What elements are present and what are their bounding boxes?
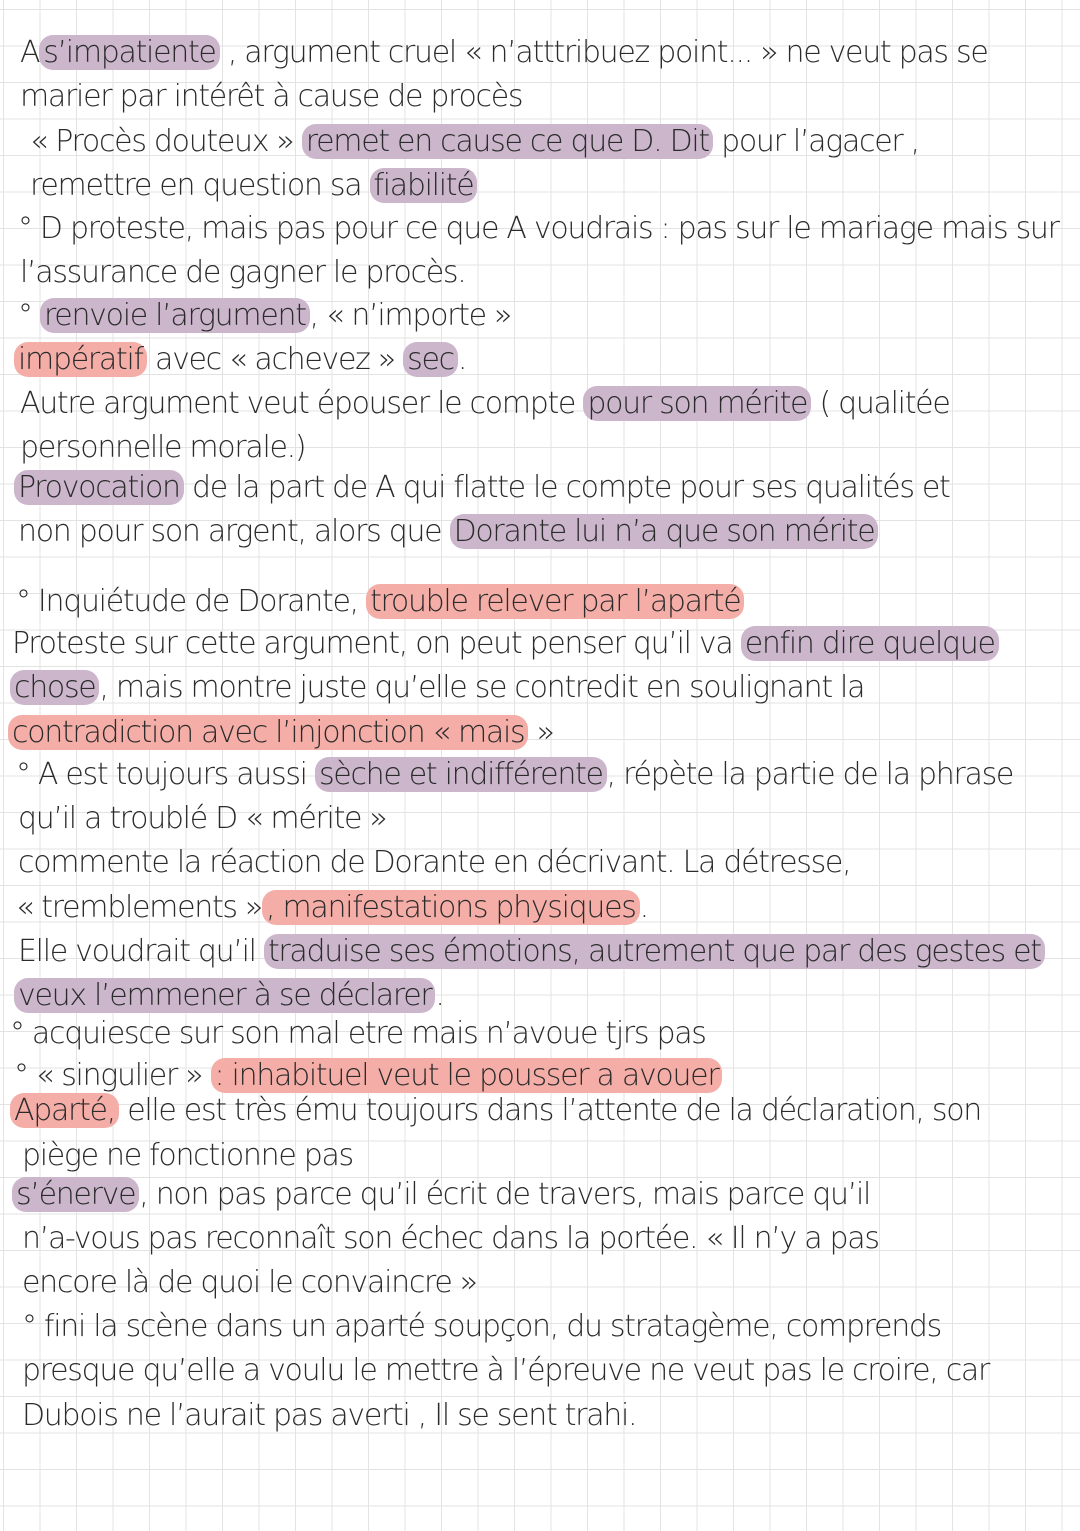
note-line	[16, 888, 648, 928]
note-text: °	[18, 298, 40, 333]
note-text: qu’il a troublé D « mérite »	[18, 801, 387, 836]
note-text: ° Inquiétude de Dorante,	[16, 584, 367, 619]
note-text: , répète la partie de la phrase	[606, 757, 1014, 792]
highlight-pink: : inhabituel veut le pousser a avouer	[211, 1058, 723, 1093]
note-text: elle est très ému toujours dans l’attente de la déclaration, son	[118, 1093, 981, 1128]
note-text: de la part de A qui flatte le compte pour ses qualités et	[183, 470, 950, 505]
note-text: Proteste sur cette argument, on peut penser qu’il va	[12, 626, 741, 661]
highlight-purple: s’énerve	[12, 1177, 139, 1212]
highlight-purple: chose	[10, 670, 99, 705]
highlight-purple: renvoie l’argument	[40, 298, 310, 333]
highlight-purple: Dorante lui n’a que son mérite	[450, 514, 879, 549]
note-text: pour l’agacer ,	[712, 124, 919, 159]
note-line	[18, 512, 878, 552]
highlight-pink: , manifestations physiques	[262, 890, 640, 925]
note-text: marier par intérêt à cause de procès	[20, 79, 523, 114]
note-line	[20, 428, 305, 468]
note-line	[20, 33, 988, 73]
highlight-purple: veux l’emmener à se déclarer	[14, 978, 435, 1013]
note-text: ° A est toujours aussi	[16, 757, 315, 792]
highlight-purple: remet en cause ce que D. Dit	[302, 124, 713, 159]
note-line	[14, 340, 466, 380]
note-line	[14, 976, 444, 1016]
note-text: encore là de quoi le convaincre »	[22, 1265, 477, 1300]
note-line	[22, 1351, 989, 1391]
note-line	[30, 166, 477, 206]
note-text: Elle voudrait qu’il	[18, 934, 264, 969]
note-text: avec « achevez »	[146, 342, 404, 377]
highlight-purple: traduise ses émotions, autrement que par des gestes et	[264, 934, 1045, 969]
note-text: , argument cruel « n’atttribuez point... » ne veut pas se	[219, 35, 988, 70]
note-line	[16, 755, 1013, 795]
note-line	[20, 253, 465, 293]
note-line	[10, 668, 864, 708]
note-line	[20, 384, 949, 424]
note-text: ( qualitée	[811, 386, 950, 421]
note-line	[12, 1175, 870, 1215]
note-text: Dubois ne l’aurait pas averti , Il se sent trahi.	[22, 1398, 637, 1433]
note-line	[12, 624, 999, 664]
note-text: ° « singulier »	[14, 1058, 211, 1093]
note-text: n’a-vous pas reconnaît son échec dans la portée. « Il n’y a pas	[22, 1221, 879, 1256]
note-text: personnelle morale.)	[20, 430, 306, 465]
note-text: ° acquiesce sur son mal etre mais n’avoue tjrs pas	[10, 1016, 706, 1051]
note-line	[22, 1219, 879, 1259]
highlight-purple: pour son mérite	[583, 386, 811, 421]
highlight-purple: sèche et indifférente	[315, 757, 607, 792]
highlight-purple: s’impatiente	[39, 35, 219, 70]
note-text: l’assurance de gagner le procès.	[20, 255, 466, 290]
note-text: .	[457, 342, 467, 377]
note-line	[20, 77, 522, 117]
highlight-pink: contradiction avec l’injonction « mais	[8, 715, 528, 750]
highlight-purple: sec	[403, 342, 458, 377]
note-text: remettre en question sa	[30, 168, 370, 203]
highlight-pink: trouble relever par l’aparté	[366, 584, 744, 619]
note-line	[14, 468, 950, 508]
note-line	[8, 713, 554, 753]
note-line	[18, 799, 386, 839]
note-text: , non pas parce qu’il écrit de travers, mais parce qu’il	[139, 1177, 871, 1212]
note-text: presque qu’elle a voulu le mettre à l’épreuve ne veut pas le croire, car	[22, 1353, 990, 1388]
highlight-pink: impératif	[14, 342, 147, 377]
note-line	[18, 932, 1045, 972]
note-line	[22, 1307, 941, 1347]
note-line	[30, 122, 919, 162]
highlight-purple: Provocation	[14, 470, 184, 505]
note-text: « tremblements »	[16, 890, 263, 925]
note-text: Autre argument veut épouser le compte	[20, 386, 584, 421]
note-text: « Procès douteux »	[30, 124, 302, 159]
note-text: A	[20, 35, 40, 70]
note-text: commente la réaction de Dorante en décrivant. La détresse,	[18, 845, 851, 880]
note-line	[10, 1091, 981, 1131]
note-line	[18, 296, 511, 336]
note-text: ° fini la scène dans un aparté soupçon, du stratagème, comprends	[22, 1309, 942, 1344]
note-text: ° D proteste, mais pas pour ce que A voudrais : pas sur le mariage mais sur	[18, 211, 1059, 246]
note-line	[18, 843, 850, 883]
note-line	[10, 1014, 706, 1054]
note-line	[22, 1136, 353, 1176]
note-line	[22, 1396, 636, 1436]
note-text: non pour son argent, alors que	[18, 514, 450, 549]
highlight-purple: enfin dire quelque	[741, 626, 999, 661]
note-text: .	[639, 890, 648, 925]
note-text: »	[528, 715, 554, 750]
note-line	[22, 1263, 477, 1303]
note-text: .	[435, 978, 444, 1013]
note-line	[18, 209, 1059, 249]
note-text: , « n’importe »	[309, 298, 512, 333]
note-line	[16, 582, 744, 622]
note-line	[14, 1056, 722, 1096]
note-text: piège ne fonctionne pas	[22, 1138, 353, 1173]
highlight-purple: fiabilité	[370, 168, 478, 203]
note-text: , mais montre juste qu’elle se contredit en soulignant la	[99, 670, 865, 705]
highlight-pink: Aparté,	[10, 1093, 119, 1128]
